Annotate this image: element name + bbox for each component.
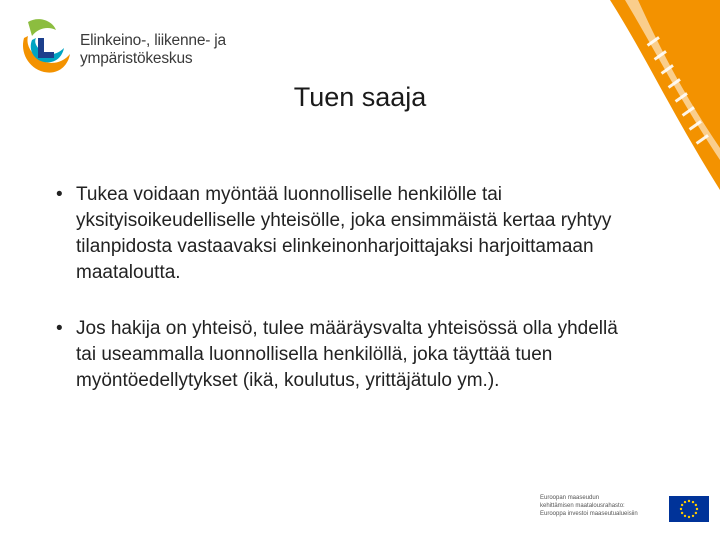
ely-logo-mark-icon <box>18 18 74 76</box>
eu-funding-mark <box>540 494 715 522</box>
bullet-dot-icon: • <box>56 318 63 339</box>
slide-title <box>0 82 720 113</box>
list-item <box>56 316 636 394</box>
bullet-text: Tukea voidaan myöntää luonnolliselle henkilölle tai yksityisoikeudelliselle yhteisölle, joka ensimmäistä kertaa ryhtyy tilanpidosta vastaavaksi elinkeinonharjoittajaksi harjoittamaan maataloutta. <box>76 184 612 283</box>
list-item <box>56 182 636 286</box>
bullet-dot-icon: • <box>56 184 63 205</box>
organization-name: Elinkeino-, liikenne- ja ympäristökeskus <box>80 32 226 67</box>
ely-centre-logo <box>18 18 248 78</box>
eu-funding-text: Euroopan maaseudun kehittämisen maatalousrahasto: Eurooppa investoi maaseutualueisiin <box>540 495 638 517</box>
slide-title-text: Tuen saaja <box>293 82 427 112</box>
bullet-list <box>56 182 636 394</box>
eu-flag-icon <box>669 496 709 522</box>
bullet-text: Jos hakija on yhteisö, tulee määräysvalta yhteisössä olla yhdellä tai useammalla luonnollisella henkilöllä, joka täyttää tuen myöntöedellytykset (ikä, koulutus, yrittäjätulo ym.). <box>76 318 618 391</box>
